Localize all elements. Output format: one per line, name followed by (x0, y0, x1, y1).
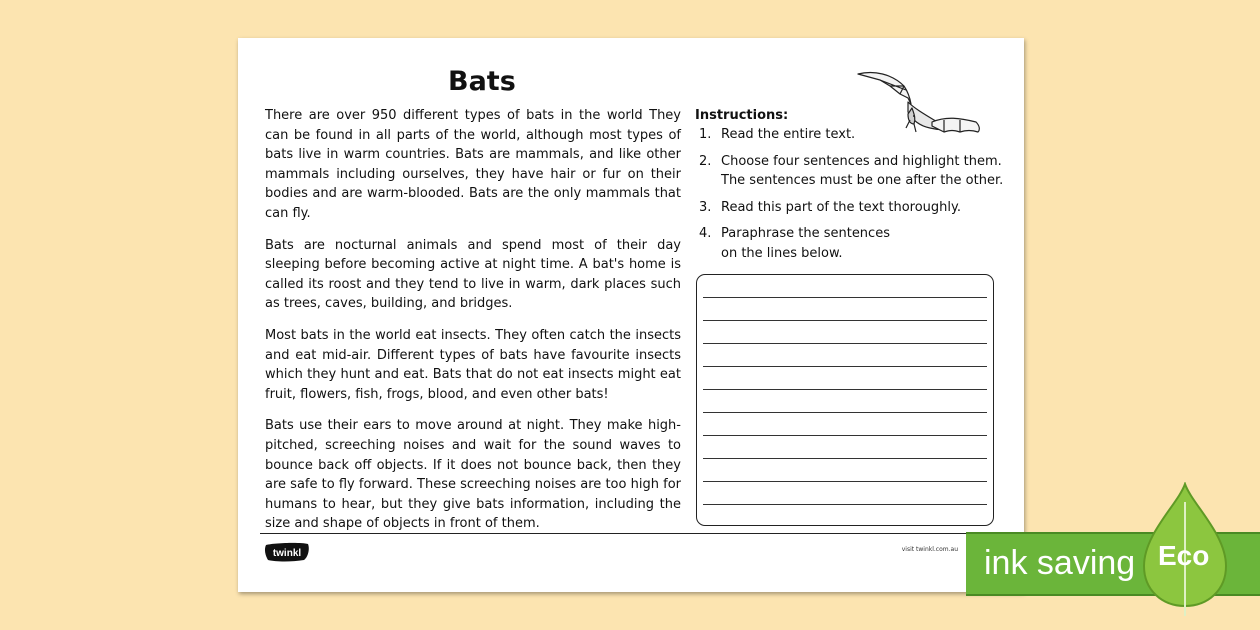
ink-saving-label: ink saving (984, 544, 1136, 582)
reading-text (265, 106, 681, 546)
paragraph: There are over 950 different types of bats in the world They can be found in all parts of the world, although most types of bats live in warm countries. Bats are mammals, and like other mammals including ourselves, they have hair or fur on their bodies and are warm-blooded. Bats are the only mammals that can fly. (265, 108, 681, 221)
paragraph: Bats are nocturnal animals and spend most of their day sleeping before becoming active at night time. A bat's home is called its roost and they tend to live in warm, dark places such as trees, caves, building, and bridges. (265, 237, 681, 312)
instruction-text: Read the entire text. (721, 127, 856, 142)
worksheet-page (238, 38, 1024, 592)
instructions-list (695, 125, 1005, 264)
instruction-item (695, 198, 1005, 218)
writing-line (703, 366, 987, 367)
paragraph: Most bats in the world eat insects. They often catch the insects and eat mid-air. Different types of bats have favourite insects which they hunt and eat. Bats that do not eat insects might eat fruit, flowers, fish, frogs, blood, and even other bats! (265, 327, 681, 402)
footer-divider (260, 533, 1002, 534)
writing-line (703, 343, 987, 344)
writing-line (703, 458, 987, 459)
instruction-text: Paraphrase the sentences on the lines below. (721, 226, 890, 261)
instruction-text: Read this part of the text thoroughly. (721, 199, 961, 215)
writing-line (703, 320, 987, 321)
paragraph: Bats use their ears to move around at night. They make high-pitched, screeching noises and wait for the sound waves to bounce back off objects. If it does not bounce back, then they are safe to fly forward. These screeching noises are too high for humans to hear, but they give bats information, including the size and shape of objects in front of them. (265, 418, 681, 532)
writing-area[interactable] (696, 274, 994, 526)
visit-url: visit twinkl.com.au (901, 546, 958, 553)
writing-line (703, 435, 987, 436)
instruction-number: 1. (699, 127, 712, 142)
worksheet-title: Bats (448, 66, 516, 97)
eco-label: Eco (1158, 540, 1210, 571)
instruction-number: 4. (699, 226, 712, 242)
instruction-item (695, 125, 1005, 145)
twinkl-logo (264, 541, 310, 563)
writing-line (703, 504, 987, 505)
instructions (695, 108, 1005, 271)
instruction-text: Choose four sentences and highlight them. The sentences must be one after the other. (721, 153, 1004, 189)
instruction-number: 2. (699, 153, 712, 169)
instruction-item (695, 224, 1005, 263)
writing-line (703, 389, 987, 390)
instructions-heading: Instructions: (695, 108, 789, 123)
writing-line (703, 412, 987, 413)
instruction-number: 3. (699, 199, 712, 215)
instruction-item (695, 152, 1005, 191)
logo-text: twinkl (272, 548, 302, 559)
writing-line (703, 481, 987, 482)
writing-line (703, 297, 987, 298)
